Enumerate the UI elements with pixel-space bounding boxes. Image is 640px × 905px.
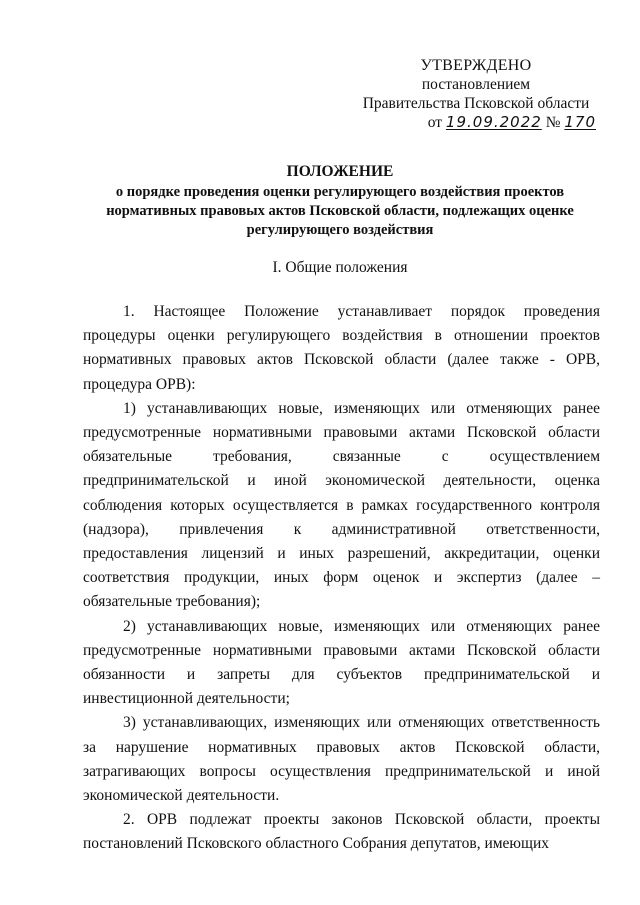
paragraph-2: 1) устанавливающих новые, изменяющих или отменяющих ранее предусмотренные нормативными правовыми актами Псковской области обязательные требования, связанные с осуществлением предпринимательской и иной экономической деятельности, оценка соблюдения которых осуществляется в рамках государственного контроля (надзора), привлечения к административной ответственности, предоставления лицензий и иных разрешений, аккредитации, оценки соответствия продукции, иных форм оценок и экспертиз (далее – обязательные требования); [83,399,600,611]
approval-heading: УТВЕРЖДЕНО [420,57,532,74]
section-heading: I. Общие положения [272,259,408,276]
approval-line-2: Правительства Псковской области [362,95,590,112]
document-title [80,162,600,240]
approval-date: 19.09.2022 [445,113,542,131]
approval-number: 170 [564,113,596,131]
paragraph-4: 3) устанавливающих, изменяющих или отменяющих ответственность за нарушение нормативных правовых актов Псковской области, затрагивающих вопросы осуществления предпринимательской и иной экономической деятельности. [83,714,600,805]
approval-dateline [356,113,596,132]
paragraph-3: 2) устанавливающих новые, изменяющих или отменяющих ранее предусмотренные нормативными правовыми актами Псковской области обязанности и запреты для субъектов предпринимательской и инвестиционной деятельности; [83,617,600,708]
date-prefix: от [427,114,443,131]
title-main: ПОЛОЖЕНИЕ [286,163,394,180]
approval-stamp [356,56,596,132]
approval-line-1: постановлением [421,76,531,93]
title-subtitle: о порядке проведения оценки регулирующего воздействия проектов нормативных правовых актов Псковской области, подлежащих оценке регулирующего воздействия [106,184,574,238]
paragraph-1: 1. Настоящее Положение устанавливает порядок проведения процедуры оценки регулирующего воздействия в отношении проектов нормативных правовых актов Псковской области (далее также - ОРВ, процедура ОРВ): [83,303,600,393]
number-prefix: № [545,114,561,131]
document-body [83,300,600,857]
paragraph-5: 2. ОРВ подлежат проекты законов Псковской области, проекты постановлений Псковского областного Собрания депутатов, имеющих [83,811,600,853]
